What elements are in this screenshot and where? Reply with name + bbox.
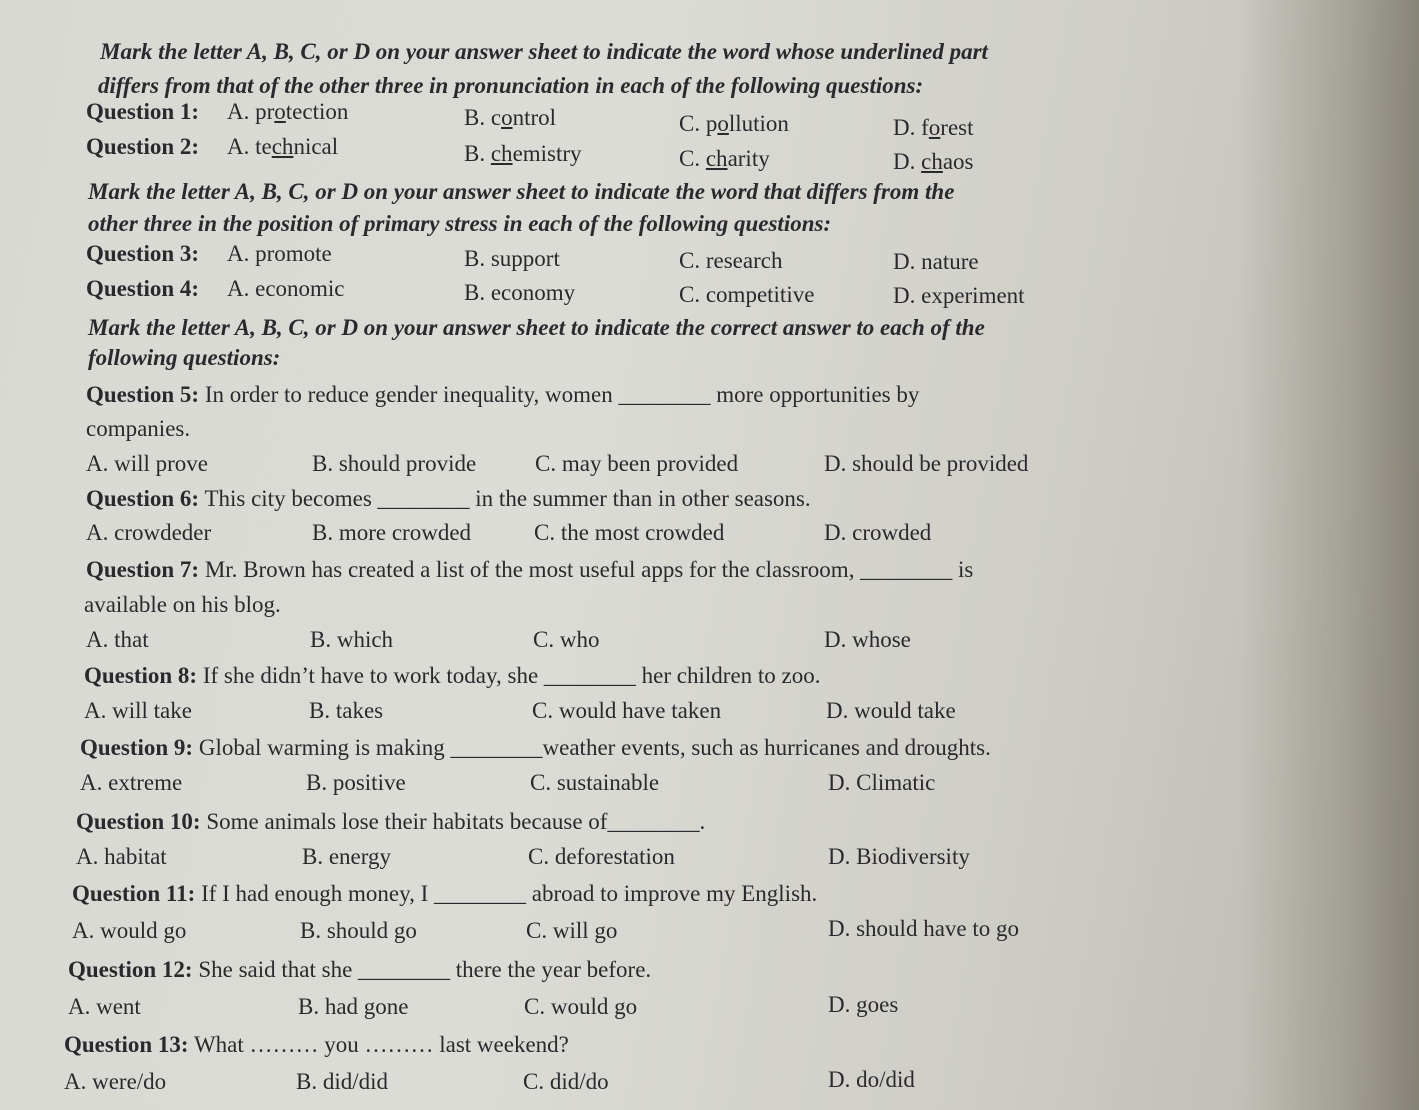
question-11-option-c: C. will go — [526, 918, 618, 943]
section2-instruction-line1: Mark the letter A, B, C, or D on your answer sheet to indicate the word that differs from the — [88, 179, 955, 204]
question-13-option-c: C. did/do — [523, 1069, 609, 1094]
question-4-option-d: D. experiment — [893, 283, 1025, 308]
question-6-option-c: C. the most crowded — [534, 520, 725, 545]
question-13-stem — [64, 1031, 569, 1059]
question-3-label: Question 3: — [86, 241, 200, 266]
question-6-option-a: A. crowdeder — [86, 520, 212, 545]
question-3-option-c: C. research — [679, 248, 783, 273]
question-9-option-d: D. Climatic — [828, 770, 936, 795]
question-2-option-b: B. chemistry — [464, 141, 582, 166]
question-12-option-c: C. would go — [524, 994, 638, 1019]
question-9-option-b: B. positive — [306, 770, 406, 795]
question-7-option-c: C. who — [533, 627, 600, 652]
question-2-label: Question 2: — [86, 134, 200, 159]
question-10-option-c: C. deforestation — [528, 844, 675, 869]
question-7-option-d: D. whose — [824, 627, 911, 652]
question-1-option-c: C. pollution — [679, 111, 789, 136]
question-4-option-b: B. economy — [464, 280, 576, 305]
question-2-option-a: A. technical — [227, 134, 339, 159]
question-5-option-a: A. will prove — [86, 451, 209, 476]
question-12-option-d: D. goes — [828, 992, 899, 1017]
question-5-stem-line1 — [86, 381, 919, 409]
section3-instruction-line1: Mark the letter A, B, C, or D on your answer sheet to indicate the correct answer to each of the — [88, 315, 985, 340]
question-7-option-a: A. that — [86, 627, 149, 652]
question-13-label: Question 13: — [64, 1032, 189, 1057]
question-7-stem-line2: available on his blog. — [84, 592, 281, 617]
question-8-label: Question 8: — [84, 663, 198, 688]
question-5-text: In order to reduce gender inequality, women ________ more opportunities by — [204, 382, 920, 407]
section3-instruction-line2: following questions: — [88, 345, 281, 370]
question-8-stem — [84, 662, 821, 690]
question-7-text: Mr. Brown has created a list of the most useful apps for the classroom, ________ is — [204, 557, 974, 582]
question-6-label: Question 6: — [86, 486, 200, 511]
question-9-label: Question 9: — [80, 735, 194, 760]
question-12-option-a: A. went — [68, 994, 141, 1019]
section1-instruction-line1: Mark the letter A, B, C, or D on your answer sheet to indicate the word whose underlined part — [100, 39, 988, 64]
question-10-option-d: D. Biodiversity — [828, 844, 970, 869]
question-7-option-b: B. which — [310, 627, 394, 652]
question-12-text: She said that she ________ there the year before. — [198, 957, 652, 982]
question-10-stem — [76, 808, 705, 836]
question-11-option-d: D. should have to go — [828, 916, 1020, 941]
question-6-option-b: B. more crowded — [312, 520, 472, 545]
question-11-text: If I had enough money, I ________ abroad to improve my English. — [201, 881, 818, 906]
question-10-option-a: A. habitat — [76, 844, 167, 869]
question-3-option-d: D. nature — [893, 249, 979, 274]
question-1-option-a: A. protection — [227, 99, 349, 124]
question-13-text: What ……… you ……… last weekend? — [193, 1032, 569, 1057]
question-2-option-d: D. chaos — [893, 149, 974, 174]
question-1-label: Question 1: — [86, 99, 200, 124]
question-8-option-b: B. takes — [309, 698, 384, 723]
section2-instruction-line2: other three in the position of primary stress in each of the following questions: — [88, 211, 832, 236]
question-9-stem — [80, 734, 991, 762]
question-5-label: Question 5: — [86, 382, 200, 407]
question-8-text: If she didn’t have to work today, she ________ her children to zoo. — [202, 663, 821, 688]
question-1-option-b: B. control — [464, 105, 557, 130]
question-5-option-c: C. may been provided — [535, 451, 739, 476]
section1-instruction-line2: differs from that of the other three in pronunciation in each of the following questions: — [98, 73, 924, 98]
question-12-option-b: B. had gone — [298, 994, 409, 1019]
question-11-stem — [72, 880, 817, 908]
page-shadow-edge — [1240, 0, 1419, 1110]
question-3-option-a: A. promote — [227, 241, 332, 266]
question-11-option-a: A. would go — [72, 918, 187, 943]
question-4-label: Question 4: — [86, 276, 200, 301]
question-7-label: Question 7: — [86, 557, 200, 582]
question-13-option-d: D. do/did — [828, 1067, 915, 1092]
question-10-label: Question 10: — [76, 809, 201, 834]
question-9-option-a: A. extreme — [80, 770, 183, 795]
question-5-stem-line2: companies. — [86, 416, 191, 441]
question-5-option-d: D. should be provided — [824, 451, 1029, 476]
question-6-text: This city becomes ________ in the summer than in other seasons. — [204, 486, 811, 511]
question-3-option-b: B. support — [464, 246, 560, 271]
question-11-label: Question 11: — [72, 881, 196, 906]
question-4-option-a: A. economic — [227, 276, 345, 301]
question-13-option-b: B. did/did — [296, 1069, 389, 1094]
question-10-option-b: B. energy — [302, 844, 392, 869]
question-4-option-c: C. competitive — [679, 282, 815, 307]
question-12-stem — [68, 956, 651, 984]
question-8-option-c: C. would have taken — [532, 698, 722, 723]
question-12-label: Question 12: — [68, 957, 193, 982]
question-11-option-b: B. should go — [300, 918, 417, 943]
question-8-option-d: D. would take — [826, 698, 956, 723]
question-8-option-a: A. will take — [84, 698, 192, 723]
question-6-stem — [86, 485, 811, 513]
question-10-text: Some animals lose their habitats because of________. — [206, 809, 706, 834]
question-2-option-c: C. charity — [679, 146, 770, 171]
question-9-text: Global warming is making ________weather events, such as hurricanes and droughts. — [198, 735, 991, 760]
question-9-option-c: C. sustainable — [530, 770, 660, 795]
question-7-stem-line1 — [86, 556, 973, 584]
question-13-option-a: A. were/do — [64, 1069, 167, 1094]
question-6-option-d: D. crowded — [824, 520, 932, 545]
question-1-option-d: D. forest — [893, 115, 974, 140]
question-5-option-b: B. should provide — [312, 451, 477, 476]
